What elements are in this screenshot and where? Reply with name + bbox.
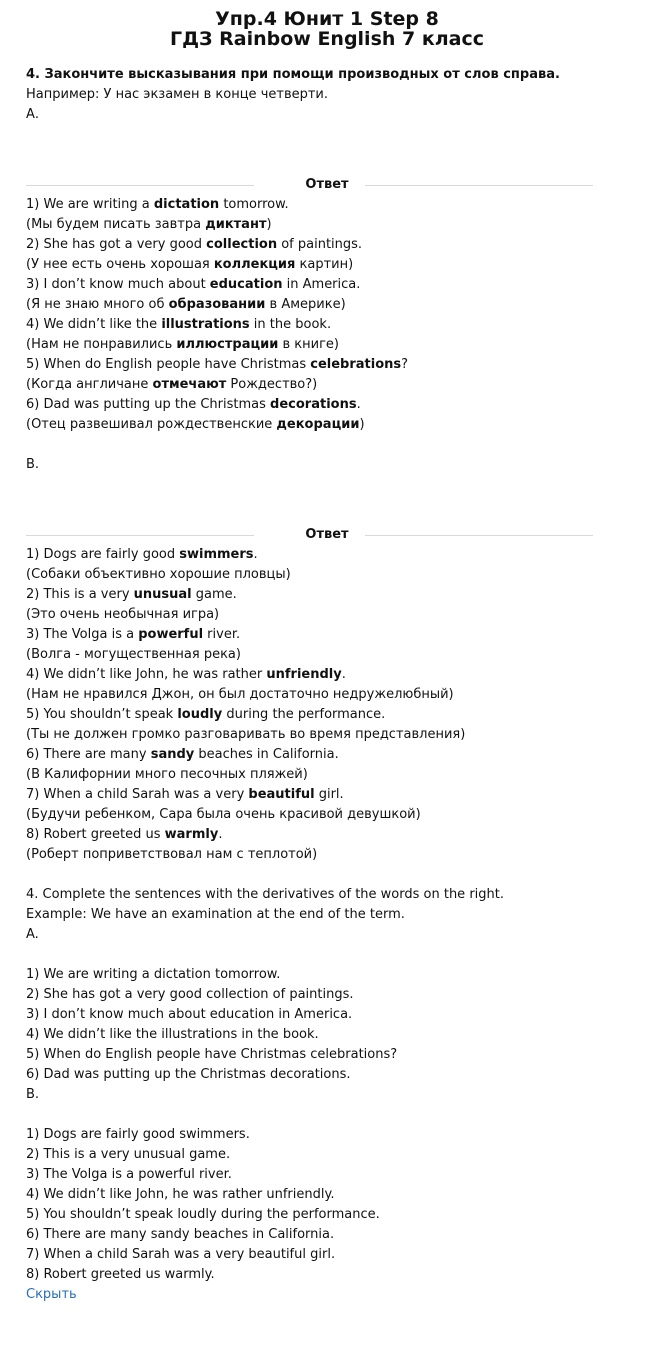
spacer: [26, 435, 634, 455]
divider-rule-right: [365, 535, 593, 536]
answer-line: [26, 335, 634, 355]
answer-section-a: [26, 195, 634, 435]
answer-divider-a: [0, 175, 654, 195]
answer-line: [26, 395, 634, 415]
answer-text: in the book.: [249, 317, 332, 332]
spacer: [26, 1105, 634, 1125]
answer-label-a: Ответ: [305, 177, 349, 192]
spacer: [26, 475, 634, 525]
answer-text: 4) We didn’t like John, he was rather: [26, 667, 267, 682]
task-heading: 4. Закончите высказывания при помощи производных от слов справа.: [26, 67, 560, 82]
answer-line: [26, 355, 634, 375]
answer-text: beaches in California.: [194, 747, 339, 762]
answer-line: [26, 375, 634, 395]
spacer: [26, 125, 634, 175]
answer-text: 8) Robert greeted us: [26, 827, 165, 842]
answer-text: tomorrow.: [219, 197, 289, 212]
answer-text: 2) This is a very: [26, 587, 134, 602]
part-a-label: А.: [26, 107, 40, 122]
answer-text: ?: [401, 357, 409, 372]
divider-rule-right: [365, 185, 593, 186]
answer-keyword: loudly: [177, 707, 223, 722]
original-part-b-label: B.: [26, 1087, 40, 1102]
answer-line: [26, 645, 634, 665]
page-title-line-2: ГДЗ Rainbow English 7 класс: [169, 28, 485, 50]
answer-divider-b: [0, 525, 654, 545]
hide-link[interactable]: Скрыть: [26, 1287, 77, 1302]
answer-line: [26, 295, 634, 315]
answer-keyword: decorations: [270, 397, 357, 412]
answer-text: (Нам не нравился Джон, он был достаточно недружелюбный): [26, 687, 454, 702]
answer-line: [26, 685, 634, 705]
answer-text: 3) I don’t know much about: [26, 277, 210, 292]
answer-keyword: education: [209, 277, 283, 292]
answer-text: 6) Dad was putting up the Christmas: [26, 397, 271, 412]
answer-line: [26, 705, 634, 725]
answer-text: (Мы будем писать завтра: [26, 217, 206, 232]
exercise-content: [0, 65, 654, 1305]
answer-text: (Будучи ребенком, Сара была очень красивой девушкой): [26, 807, 421, 822]
answer-text: .: [341, 667, 346, 682]
answer-line: [26, 785, 634, 805]
answer-label-b: Ответ: [305, 527, 349, 542]
answer-line: [26, 585, 634, 605]
sentence-line: 2) This is a very unusual game.: [26, 1147, 231, 1162]
answer-keyword: unusual: [133, 587, 192, 602]
answer-line: [26, 725, 634, 745]
sentence-line: 8) Robert greeted us warmly.: [26, 1267, 215, 1282]
answer-line: [26, 235, 634, 255]
answer-text: в Америке): [265, 297, 346, 312]
answer-keyword: sandy: [150, 747, 195, 762]
answer-line: [26, 255, 634, 275]
answer-line: [26, 825, 634, 845]
answer-line: [26, 625, 634, 645]
sentence-line: 2) She has got a very good collection of paintings.: [26, 987, 354, 1002]
answer-line: [26, 665, 634, 685]
answer-text: (Я не знаю много об: [26, 297, 169, 312]
original-section-a: [26, 965, 634, 1085]
answer-text: (Ты не должен громко разговаривать во время представления): [26, 727, 466, 742]
answer-keyword: beautiful: [248, 787, 315, 802]
answer-text: girl.: [314, 787, 344, 802]
answer-keyword: swimmers: [179, 547, 254, 562]
sentence-line: 4) We didn’t like John, he was rather unfriendly.: [26, 1187, 335, 1202]
answer-keyword: образовании: [168, 297, 266, 312]
answer-line: [26, 565, 634, 585]
original-example: Example: We have an examination at the end of the term.: [26, 907, 405, 922]
sentence-line: 6) Dad was putting up the Christmas decorations.: [26, 1067, 351, 1082]
answer-text: 2) She has got a very good: [26, 237, 207, 252]
answer-text: river.: [203, 627, 241, 642]
answer-text: картин): [295, 257, 354, 272]
answer-text: .: [253, 547, 258, 562]
answer-line: [26, 745, 634, 765]
answer-text: game.: [191, 587, 237, 602]
answer-text: (Когда англичане: [26, 377, 153, 392]
page-title: [0, 0, 654, 49]
answer-text: 4) We didn’t like the: [26, 317, 162, 332]
answer-keyword: диктант: [205, 217, 267, 232]
answer-text: (Волга - могущественная река): [26, 647, 241, 662]
sentence-line: 7) When a child Sarah was a very beautiful girl.: [26, 1247, 336, 1262]
answer-line: [26, 275, 634, 295]
answer-keyword: коллекция: [213, 257, 296, 272]
answer-keyword: декорации: [276, 417, 360, 432]
answer-text: 5) You shouldn’t speak: [26, 707, 178, 722]
answer-keyword: warmly: [164, 827, 219, 842]
original-part-a-label: A.: [26, 927, 39, 942]
answer-keyword: celebrations: [310, 357, 402, 372]
answer-line: [26, 215, 634, 235]
task-example: Например: У нас экзамен в конце четверти.: [26, 87, 329, 102]
answer-keyword: collection: [206, 237, 278, 252]
sentence-line: 1) We are writing a dictation tomorrow.: [26, 967, 281, 982]
answer-text: .: [218, 827, 223, 842]
answer-text: 1) We are writing a: [26, 197, 154, 212]
answer-text: (Роберт поприветствовал нам с теплотой): [26, 847, 318, 862]
answer-text: (Это очень необычная игра): [26, 607, 220, 622]
answer-text: .: [356, 397, 361, 412]
answer-text: (Нам не понравились: [26, 337, 177, 352]
answer-text: (В Калифорнии много песочных пляжей): [26, 767, 308, 782]
answer-keyword: unfriendly: [266, 667, 342, 682]
answer-keyword: отмечают: [152, 377, 227, 392]
answer-line: [26, 605, 634, 625]
original-section-b: [26, 1125, 634, 1285]
sentence-line: 3) The Volga is a powerful river.: [26, 1167, 232, 1182]
sentence-line: 1) Dogs are fairly good swimmers.: [26, 1127, 250, 1142]
sentence-line: 5) When do English people have Christmas celebrations?: [26, 1047, 398, 1062]
answer-keyword: dictation: [153, 197, 220, 212]
answer-text: (У нее есть очень хорошая: [26, 257, 214, 272]
answer-text: 7) When a child Sarah was a very: [26, 787, 249, 802]
sentence-line: 6) There are many sandy beaches in California.: [26, 1227, 335, 1242]
answer-line: [26, 315, 634, 335]
answer-keyword: иллюстрации: [176, 337, 279, 352]
answer-line: [26, 805, 634, 825]
page-title-line-1: Упр.4 Юнит 1 Step 8: [215, 8, 439, 30]
answer-text: в книге): [278, 337, 339, 352]
sentence-line: 4) We didn’t like the illustrations in the book.: [26, 1027, 319, 1042]
part-b-label: B.: [26, 457, 40, 472]
answer-text: in America.: [282, 277, 361, 292]
answer-line: [26, 545, 634, 565]
answer-text: (Отец развешивал рождественские: [26, 417, 277, 432]
answer-text: 3) The Volga is a: [26, 627, 139, 642]
answer-text: (Собаки объективно хорошие пловцы): [26, 567, 291, 582]
answer-section-b: [26, 545, 634, 865]
answer-text: during the performance.: [222, 707, 386, 722]
answer-keyword: illustrations: [161, 317, 250, 332]
answer-text: Рождество?): [226, 377, 318, 392]
spacer: [26, 865, 634, 885]
answer-line: [26, 415, 634, 435]
answer-line: [26, 845, 634, 865]
answer-text: 5) When do English people have Christmas: [26, 357, 311, 372]
spacer: [26, 945, 634, 965]
answer-text: ): [266, 217, 272, 232]
answer-text: of paintings.: [277, 237, 363, 252]
sentence-line: 3) I don’t know much about education in America.: [26, 1007, 353, 1022]
answer-text: 6) There are many: [26, 747, 151, 762]
answer-line: [26, 765, 634, 785]
sentence-line: 5) You shouldn’t speak loudly during the performance.: [26, 1207, 380, 1222]
answer-line: [26, 195, 634, 215]
answer-text: 1) Dogs are fairly good: [26, 547, 180, 562]
answer-keyword: powerful: [138, 627, 204, 642]
answer-text: ): [359, 417, 365, 432]
original-heading: 4. Complete the sentences with the derivatives of the words on the right.: [26, 887, 504, 902]
